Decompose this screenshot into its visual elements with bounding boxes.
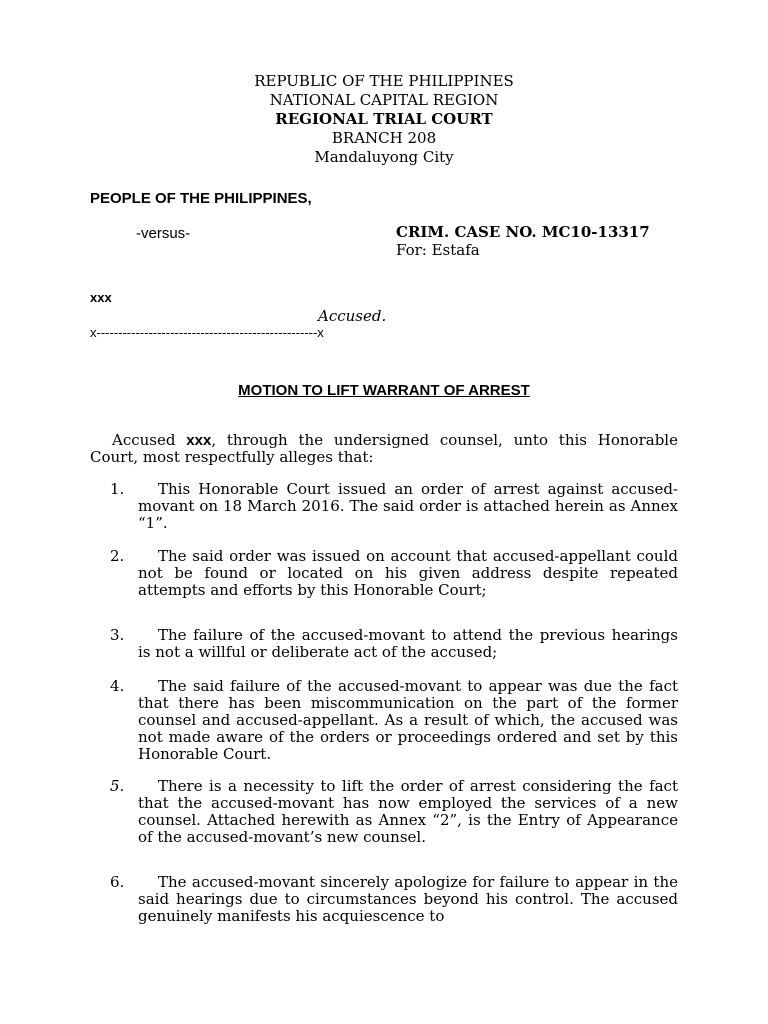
plaintiff-name: PEOPLE OF THE PHILIPPINES, bbox=[90, 190, 312, 207]
item-text bbox=[138, 778, 678, 846]
item-text-content: There is a necessity to lift the order of arrest considering the fact that the accused-movant has now employed the services of a new counsel. Attached herewith as Annex “2”, is the Entry of Appearance of the accused-movant’s new counsel. bbox=[138, 777, 678, 846]
header-branch: BRANCH 208 bbox=[331, 129, 437, 147]
item-number: 1. bbox=[110, 480, 125, 498]
item-number: 3. bbox=[110, 626, 125, 644]
court-header bbox=[0, 72, 768, 167]
header-court: REGIONAL TRIAL COURT bbox=[275, 110, 493, 128]
item-number: 6. bbox=[110, 873, 125, 891]
list-item bbox=[110, 778, 678, 846]
accused-label: Accused. bbox=[318, 307, 387, 325]
motion-title: MOTION TO LIFT WARRANT OF ARREST bbox=[238, 382, 530, 399]
item-text-content: The accused-movant sincerely apologize for failure to appear in the said hearings due to circumstances beyond his control. The accused genuinely manifests his acquiescence to bbox=[138, 873, 678, 925]
item-number: 5. bbox=[110, 777, 125, 795]
item-number: 4. bbox=[110, 677, 125, 695]
list-item bbox=[110, 548, 678, 599]
list-item bbox=[110, 627, 678, 661]
list-item bbox=[110, 481, 678, 532]
item-text-content: The said order was issued on account that accused-appellant could not be found or located on his given address despite repeated attempts and efforts by this Honorable Court; bbox=[138, 547, 678, 599]
case-number: CRIM. CASE NO. MC10-13317 bbox=[396, 223, 650, 241]
item-text-content: The said failure of the accused-movant to appear was due the fact that there has been miscommunication on the part of the former counsel and accused-appellant. As a result of which, the accused was not made aware of the orders or proceedings ordered and set by this Honorable Court. bbox=[138, 677, 678, 763]
item-text bbox=[138, 874, 678, 925]
intro-accused-name: xxx bbox=[186, 432, 212, 449]
list-item bbox=[110, 678, 678, 763]
item-text bbox=[138, 678, 678, 763]
header-region: NATIONAL CAPITAL REGION bbox=[269, 91, 499, 109]
item-text bbox=[138, 481, 678, 532]
header-republic: REPUBLIC OF THE PHILIPPINES bbox=[254, 72, 514, 90]
item-text-content: This Honorable Court issued an order of arrest against accused-movant on 18 March 2016. The said order is attached herein as Annex “1”. bbox=[138, 480, 678, 532]
caption-separator: x---------------------------------------------------x bbox=[90, 325, 324, 340]
intro-post: , through the undersigned counsel, unto this Honorable Court, most respectfully alleges that: bbox=[90, 431, 678, 466]
case-nature: For: Estafa bbox=[396, 241, 480, 259]
item-text bbox=[138, 548, 678, 599]
header-city: Mandaluyong City bbox=[314, 148, 454, 166]
intro-paragraph bbox=[90, 432, 678, 466]
versus-label: -versus- bbox=[136, 225, 191, 242]
accused-name: xxx bbox=[90, 290, 112, 305]
intro-pre: Accused bbox=[112, 431, 187, 449]
list-item bbox=[110, 874, 678, 925]
item-text-content: The failure of the accused-movant to attend the previous hearings is not a willful or deliberate act of the accused; bbox=[138, 626, 678, 661]
item-text bbox=[138, 627, 678, 661]
item-number: 2. bbox=[110, 547, 125, 565]
